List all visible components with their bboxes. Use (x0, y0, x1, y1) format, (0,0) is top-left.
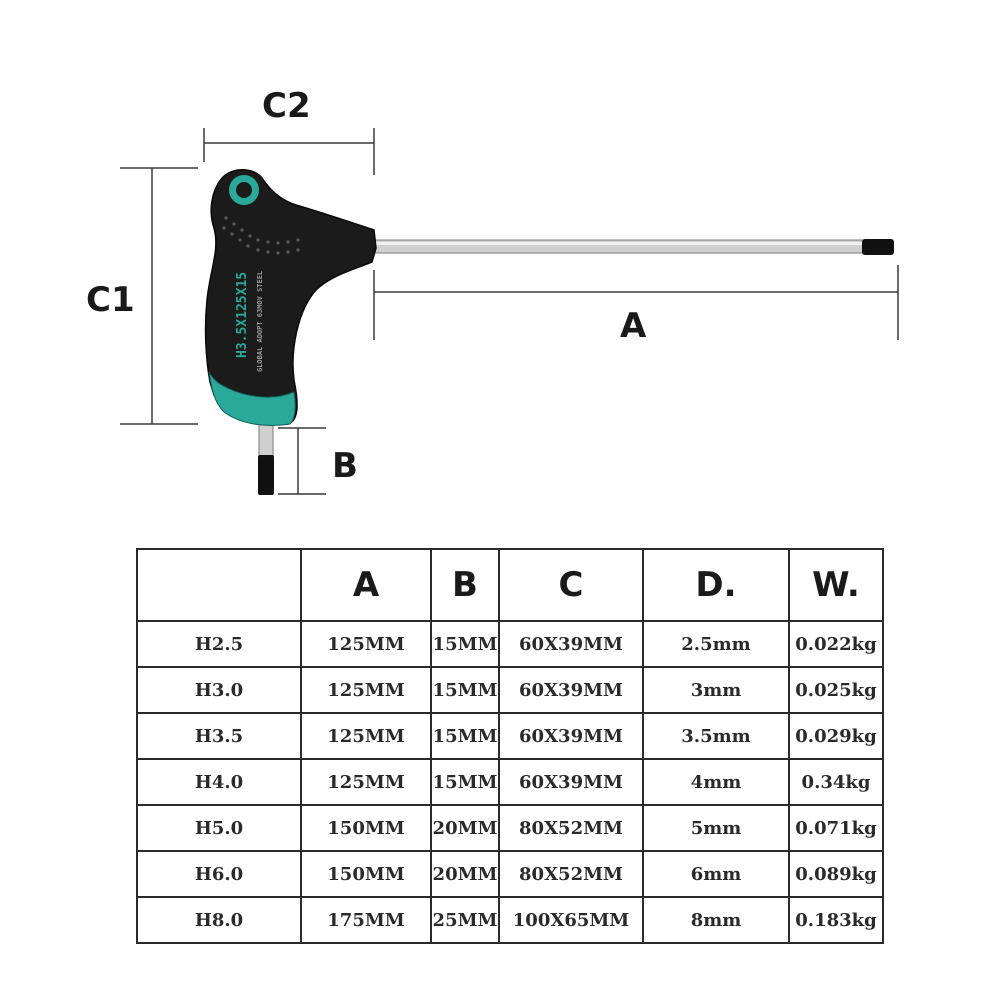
table-cell: 150MM (301, 805, 431, 851)
header-cell (137, 549, 301, 621)
table-cell: 60X39MM (499, 667, 643, 713)
table-cell: 175MM (301, 897, 431, 943)
table-cell: 20MM (431, 805, 499, 851)
table-cell: 5mm (643, 805, 789, 851)
table-row (137, 713, 883, 759)
long-shaft (368, 239, 894, 255)
table-cell: 25MM (431, 897, 499, 943)
dimension-label-a: A (620, 306, 647, 346)
table-cell: 3mm (643, 667, 789, 713)
long-shaft-hex-tip (862, 239, 894, 255)
table-cell: 125MM (301, 621, 431, 667)
table-cell: 125MM (301, 713, 431, 759)
table-cell: 150MM (301, 851, 431, 897)
table-cell: 80X52MM (499, 851, 643, 897)
table-row (137, 897, 883, 943)
table-row (137, 667, 883, 713)
table-cell: 15MM (431, 713, 499, 759)
header-cell-b: B (431, 549, 499, 621)
table-cell: 4mm (643, 759, 789, 805)
table-cell: H4.0 (137, 759, 301, 805)
table-cell: 0.34kg (789, 759, 883, 805)
table-cell: 0.089kg (789, 851, 883, 897)
header-cell-w: W. (789, 549, 883, 621)
header-cell-a: A (301, 549, 431, 621)
table-row (137, 805, 883, 851)
handle-marking: H3.5X125X15 (235, 271, 250, 358)
table-cell: 15MM (431, 759, 499, 805)
dimension-label-c2: C2 (262, 86, 311, 126)
dimension-label-b: B (332, 446, 358, 486)
table-cell: 125MM (301, 759, 431, 805)
table-cell: 0.022kg (789, 621, 883, 667)
table-header-row (137, 549, 883, 621)
table-cell: H8.0 (137, 897, 301, 943)
table-cell: 100X65MM (499, 897, 643, 943)
table-cell: 60X39MM (499, 621, 643, 667)
table-cell: 0.025kg (789, 667, 883, 713)
table-cell: 0.183kg (789, 897, 883, 943)
table-cell: 0.071kg (789, 805, 883, 851)
table-cell: 0.029kg (789, 713, 883, 759)
table-row (137, 851, 883, 897)
table-cell: 6mm (643, 851, 789, 897)
table-cell: H5.0 (137, 805, 301, 851)
short-shaft-hex-tip (258, 455, 274, 495)
table-cell: H3.5 (137, 713, 301, 759)
table-cell: 60X39MM (499, 713, 643, 759)
table-cell: 125MM (301, 667, 431, 713)
table-cell: H6.0 (137, 851, 301, 897)
table-cell: 3.5mm (643, 713, 789, 759)
handle-hole (236, 182, 252, 198)
table-cell: 15MM (431, 667, 499, 713)
specification-table (136, 548, 884, 944)
handle-subtext: GLOBAL ADOPT 63MOV STEEL (256, 270, 264, 372)
header-cell-c: C (499, 549, 643, 621)
table-cell: 80X52MM (499, 805, 643, 851)
table-cell: 8mm (643, 897, 789, 943)
table-cell: 2.5mm (643, 621, 789, 667)
table-cell: 20MM (431, 851, 499, 897)
dimension-label-c1: C1 (86, 280, 135, 320)
table-cell: 15MM (431, 621, 499, 667)
header-cell-d: D. (643, 549, 789, 621)
table-cell: H3.0 (137, 667, 301, 713)
handle (206, 170, 376, 426)
table-row (137, 759, 883, 805)
table-cell: H2.5 (137, 621, 301, 667)
table-row (137, 621, 883, 667)
table-cell: 60X39MM (499, 759, 643, 805)
